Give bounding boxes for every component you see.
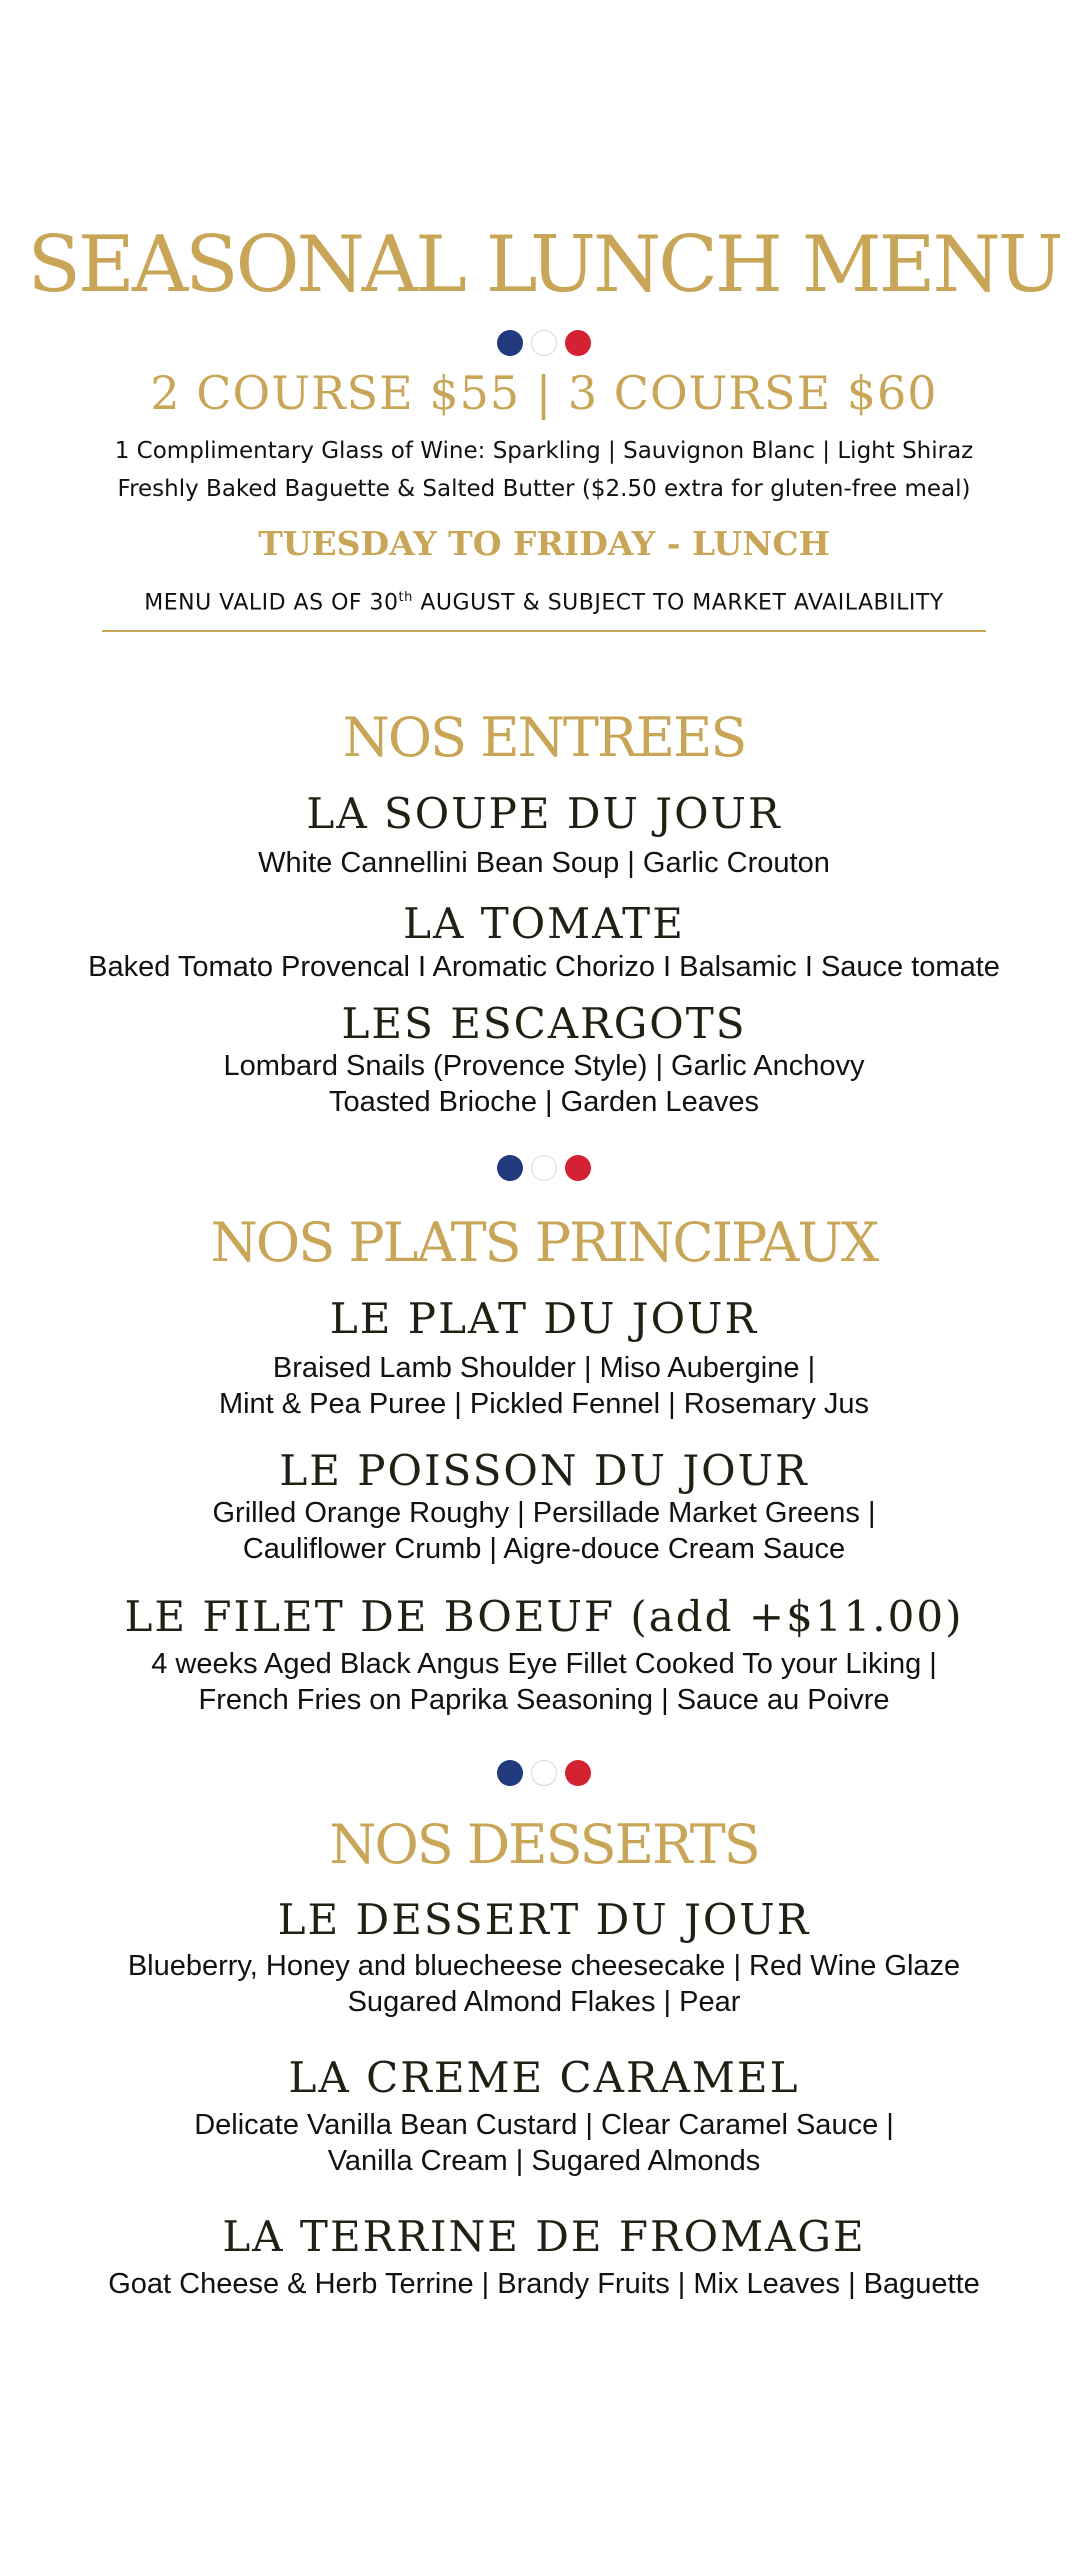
tricolor-dots: [0, 330, 1088, 358]
tricolor-dots: [0, 1155, 1088, 1183]
validity-sup: th: [398, 590, 413, 605]
dish-desc: Grilled Orange Roughy | Persillade Market Greens |: [212, 1497, 876, 1529]
section-title-entrees: NOS ENTREES: [342, 706, 746, 769]
dish-desc: Braised Lamb Shoulder | Miso Aubergine |: [272, 1352, 816, 1384]
divider-rule: [102, 630, 986, 632]
bread-line: Freshly Baked Baguette & Salted Butter ($2.50 extra for gluten-free meal): [117, 476, 971, 502]
section-title-mains: NOS PLATS PRINCIPAUX: [210, 1211, 878, 1274]
dish-desc: Mint & Pea Puree | Pickled Fennel | Rosemary Jus: [218, 1388, 870, 1420]
dish-desc: Sugared Almond Flakes | Pear: [347, 1986, 741, 2018]
dish-desc: Toasted Brioche | Garden Leaves: [329, 1086, 759, 1118]
service-days: TUESDAY TO FRIDAY - LUNCH: [258, 524, 830, 563]
red-dot-icon: [565, 1760, 591, 1786]
wine-line: 1 Complimentary Glass of Wine: Sparkling | Sauvignon Blanc | Light Shiraz: [114, 438, 974, 464]
dish-name: LE DESSERT DU JOUR: [277, 1895, 811, 1944]
validity-note: [0, 580, 1088, 621]
dish-desc: 4 weeks Aged Black Angus Eye Fillet Cooked To your Liking |: [151, 1648, 937, 1680]
dish-desc: White Cannellini Bean Soup | Garlic Crouton: [258, 847, 830, 879]
dish-name: LES ESCARGOTS: [341, 999, 747, 1048]
validity-prefix: MENU VALID AS OF 30: [144, 590, 399, 616]
dish-desc: Baked Tomato Provencal I Aromatic Chorizo I Balsamic I Sauce tomate: [88, 951, 1000, 983]
dish-name: LA CREME CARAMEL: [288, 2053, 800, 2102]
menu-title: SEASONAL LUNCH MENU: [27, 220, 1061, 310]
price-line: 2 COURSE $55 | 3 COURSE $60: [150, 366, 938, 420]
dish-desc: Cauliflower Crumb | Aigre-douce Cream Sauce: [242, 1533, 846, 1565]
section-title-desserts: NOS DESSERTS: [329, 1813, 759, 1876]
blue-dot-icon: [497, 1155, 523, 1181]
white-dot-icon: [531, 1155, 557, 1181]
white-dot-icon: [531, 1760, 557, 1786]
tricolor-dots: [0, 1760, 1088, 1788]
dish-name: LA TOMATE: [403, 899, 685, 948]
dish-desc: Vanilla Cream | Sugared Almonds: [327, 2145, 761, 2177]
red-dot-icon: [565, 1155, 591, 1181]
dish-desc: Blueberry, Honey and bluecheese cheesecake | Red Wine Glaze: [127, 1950, 961, 1982]
dish-desc: French Fries on Paprika Seasoning | Sauce au Poivre: [198, 1684, 890, 1716]
dish-desc: Goat Cheese & Herb Terrine | Brandy Fruits | Mix Leaves | Baguette: [108, 2268, 980, 2300]
blue-dot-icon: [497, 1760, 523, 1786]
red-dot-icon: [565, 330, 591, 356]
dish-name: LA SOUPE DU JOUR: [306, 789, 782, 838]
validity-suffix: AUGUST & SUBJECT TO MARKET AVAILABILITY: [412, 590, 944, 616]
white-dot-icon: [531, 330, 557, 356]
blue-dot-icon: [497, 330, 523, 356]
dish-desc: Lombard Snails (Provence Style) | Garlic Anchovy: [223, 1050, 865, 1082]
dish-name: LE POISSON DU JOUR: [279, 1446, 809, 1495]
dish-name: LE FILET DE BOEUF (add +$11.00): [124, 1592, 964, 1641]
dish-name: LA TERRINE DE FROMAGE: [222, 2212, 866, 2261]
dish-desc: Delicate Vanilla Bean Custard | Clear Caramel Sauce |: [194, 2109, 894, 2141]
dish-name: LE PLAT DU JOUR: [329, 1294, 759, 1343]
